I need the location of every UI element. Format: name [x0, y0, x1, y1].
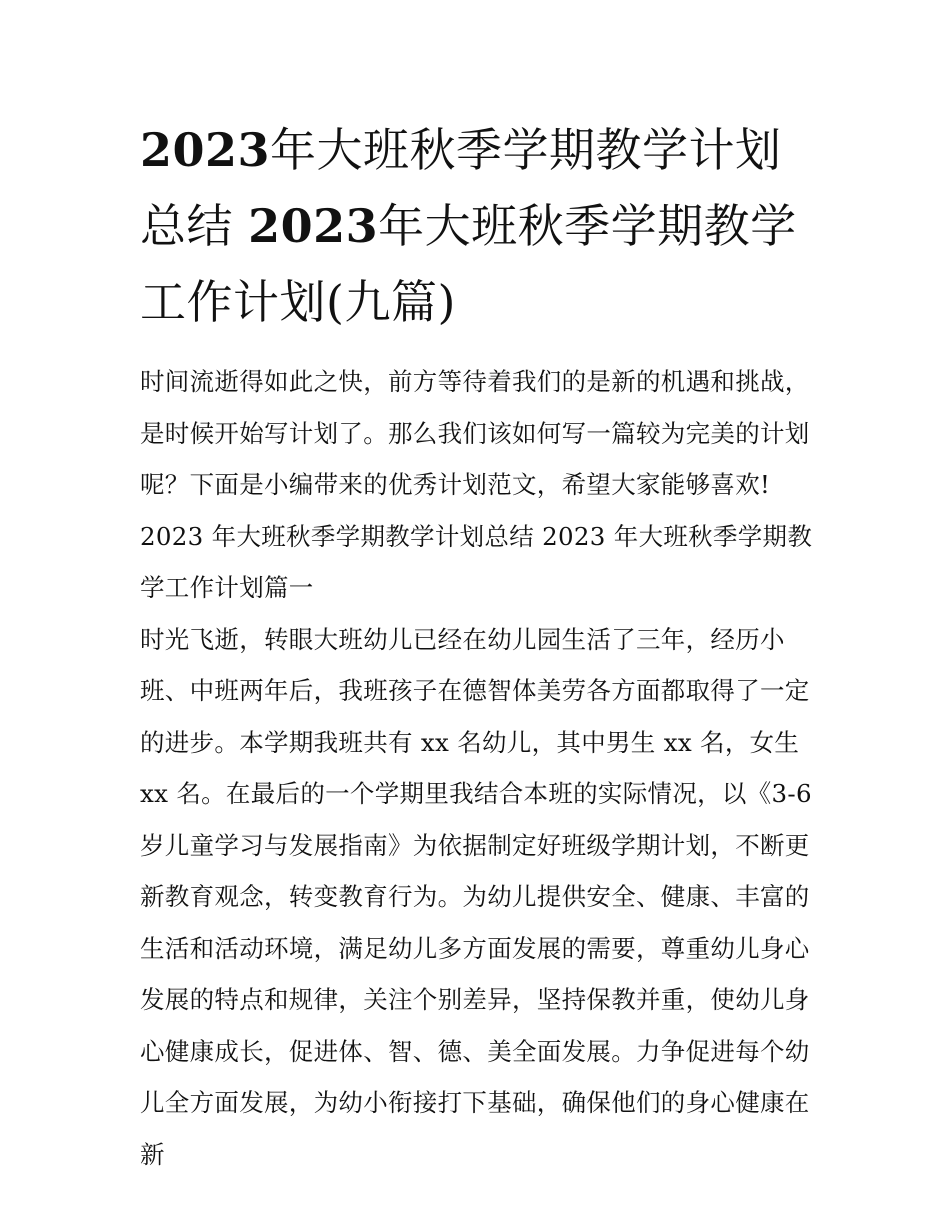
- title-text-2: 年大班秋季学期教学工作计划(九篇): [140, 199, 797, 329]
- body-paragraph-1: 时光飞逝，转眼大班幼儿已经在幼儿园生活了三年，经历小班、中班两年后，我班孩子在德智体美劳各方面都取得了一定的进步。本学期我班共有 xx 名幼儿，其中男生 xx 名，女生 xx 名。在最后的一个学期里我结合本班的实际情况，以《3-6 岁儿童学习与发展指南》为依据制定好班级学期计划，不断更新教育观念，转变教育行为。为幼儿提供安全、健康、丰富的生活和活动环境，满足幼儿多方面发展的需要，尊重幼儿身心发展的特点和规律，关注个别差异，坚持保教并重，使幼儿身心健康成长，促进体、智、德、美全面发展。力争促进每个幼儿全方面发展，为幼小衔接打下基础，确保他们的身心健康在新: [140, 624, 812, 1169]
- document-title: [140, 112, 820, 340]
- title-year-1: 2023: [140, 123, 271, 177]
- document-body: [140, 356, 815, 1180]
- section-heading: 2023 年大班秋季学期教学计划总结 2023 年大班秋季学期教学工作计划篇一: [140, 521, 813, 602]
- intro-paragraph: 时间流逝得如此之快，前方等待着我们的是新的机遇和挑战，是时候开始写计划了。那么我们该如何写一篇较为完美的计划呢？下面是小编带来的优秀计划范文，希望大家能够喜欢!: [140, 367, 810, 499]
- title-text-1: 年大班秋季学期教学计划总结: [140, 123, 782, 253]
- title-year-2: 2023: [248, 199, 379, 253]
